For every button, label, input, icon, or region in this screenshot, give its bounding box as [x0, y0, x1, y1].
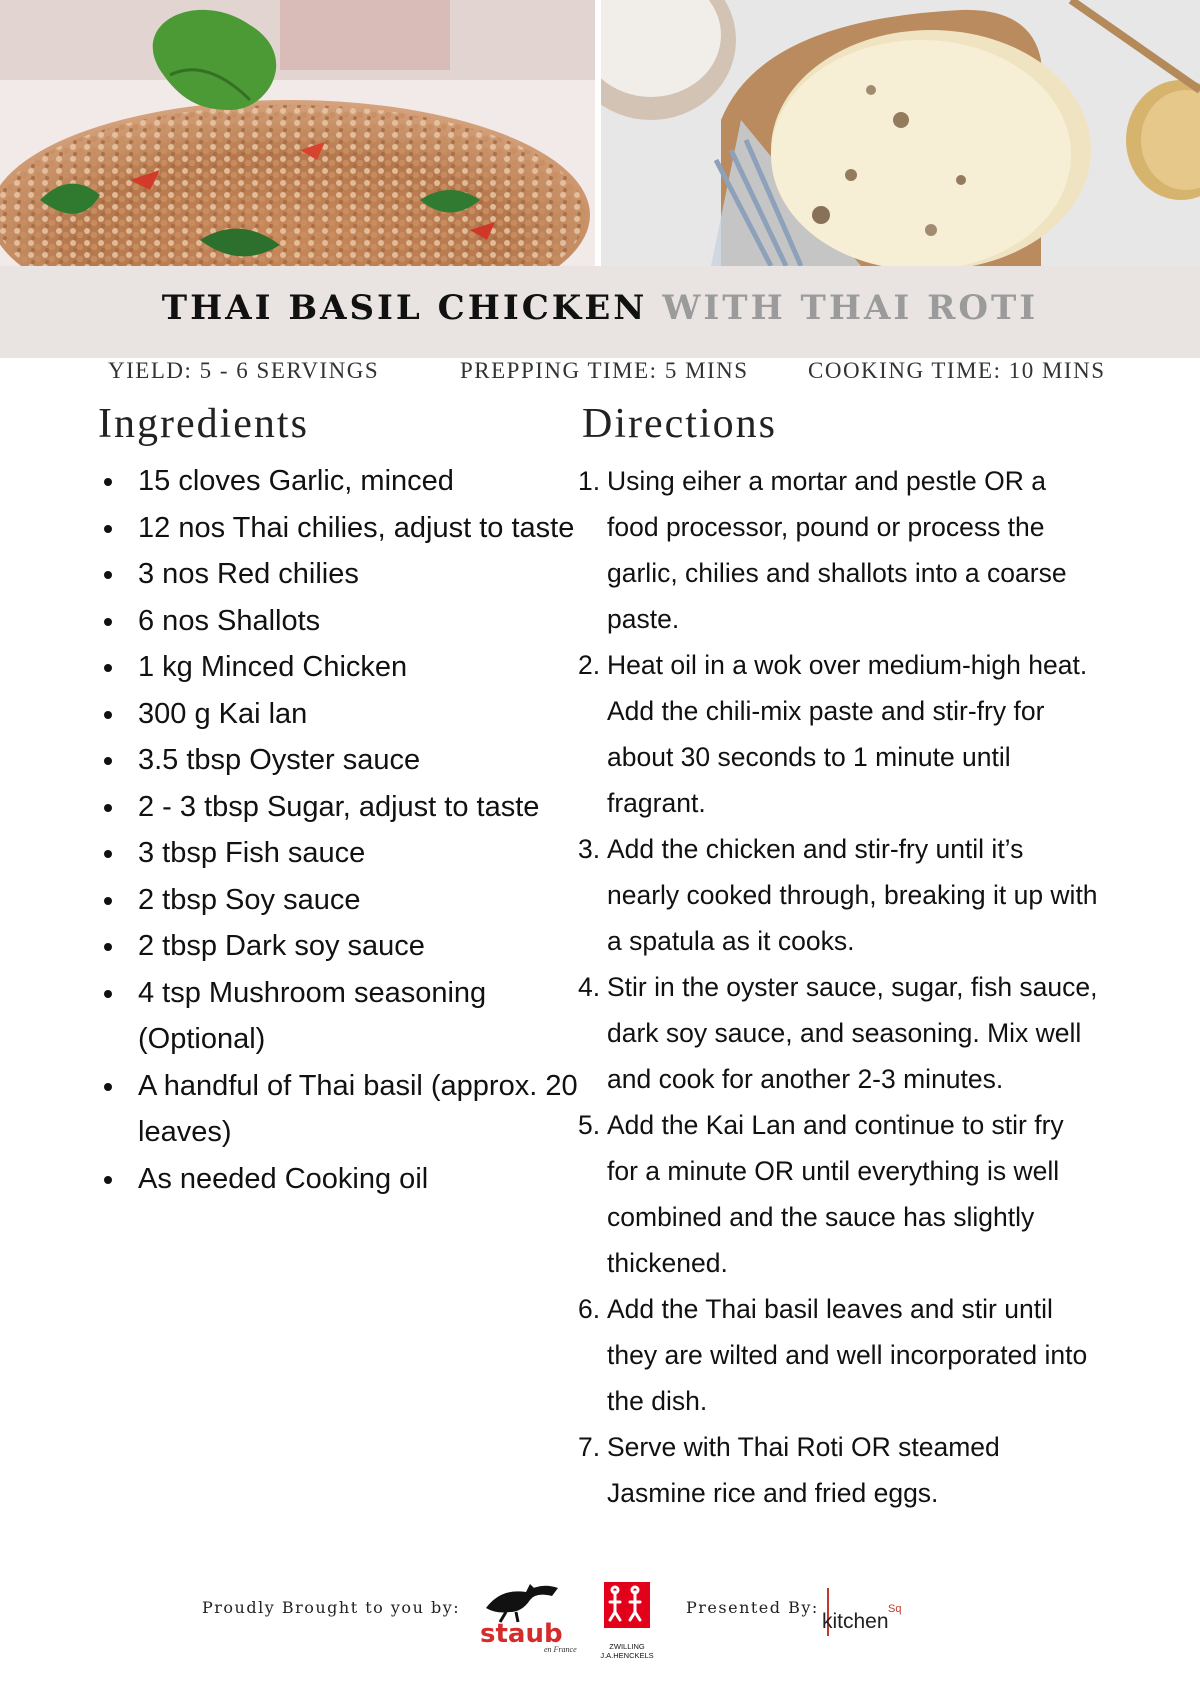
list-item: 2 - 3 tbsp Sugar, adjust to taste	[138, 784, 598, 831]
kitchen-logo-sup: Sq	[888, 1603, 902, 1615]
step-number: 5.	[578, 1110, 601, 1140]
step-number: 2.	[578, 650, 601, 680]
step-text: Add the Kai Lan and continue to stir fry for a minute OR until everything is well combined and the sauce has slightly thickened.	[607, 1110, 1064, 1278]
recipe-title	[0, 288, 1200, 328]
list-item: 3 tbsp Fish sauce	[138, 830, 598, 877]
list-item: 2 tbsp Soy sauce	[138, 877, 598, 924]
zwilling-logo	[600, 1582, 666, 1672]
step-number: 7.	[578, 1432, 601, 1462]
list-item: 12 nos Thai chilies, adjust to taste	[138, 505, 598, 552]
step-text: Heat oil in a wok over medium-high heat. Add the chili-mix paste and stir-fry for about 30 seconds to 1 minute until fragrant.	[607, 650, 1088, 818]
step-text: Serve with Thai Roti OR steamed Jasmine rice and fried eggs.	[607, 1432, 1000, 1508]
kitchen-logo-text: kitchen	[822, 1610, 889, 1633]
recipe-title-main: THAI BASIL CHICKEN	[161, 288, 648, 328]
kitchen-sq-logo	[818, 1584, 928, 1644]
list-item: 6 nos Shallots	[138, 598, 598, 645]
directions-heading: Directions	[582, 401, 777, 447]
hero-images	[0, 0, 1200, 266]
staub-logo	[466, 1578, 586, 1654]
step-number: 6.	[578, 1294, 601, 1324]
step-text: Add the Thai basil leaves and stir until they are wilted and well incorporated into the dish.	[607, 1294, 1088, 1416]
list-item	[578, 826, 1098, 964]
cook-time-label: COOKING TIME: 10 MINS	[808, 358, 1106, 383]
step-text: Add the chicken and stir-fry until it’s nearly cooked through, breaking it up with a spatula as it cooks.	[607, 834, 1098, 956]
list-item: As needed Cooking oil	[138, 1156, 598, 1203]
step-number: 1.	[578, 466, 601, 496]
list-item: 1 kg Minced Chicken	[138, 644, 598, 691]
step-text: Stir in the oyster sauce, sugar, fish sauce, dark soy sauce, and seasoning. Mix well and cook for another 2-3 minutes.	[607, 972, 1098, 1094]
list-item	[578, 1424, 1098, 1516]
list-item: 4 tsp Mushroom seasoning (Optional)	[138, 970, 598, 1063]
list-item	[578, 458, 1098, 642]
step-number: 3.	[578, 834, 601, 864]
step-number: 4.	[578, 972, 601, 1002]
recipe-title-sub: WITH THAI ROTI	[662, 288, 1039, 328]
list-item	[578, 1102, 1098, 1286]
step-text: Using eiher a mortar and pestle OR a food processor, pound or process the garlic, chilies and shallots into a coarse paste.	[607, 466, 1067, 634]
list-item: A handful of Thai basil (approx. 20 leaves)	[138, 1063, 598, 1156]
list-item: 3 nos Red chilies	[138, 551, 598, 598]
staub-logo-text: staub	[480, 1619, 563, 1649]
presented-by-label: Presented By:	[686, 1598, 819, 1617]
list-item: 300 g Kai lan	[138, 691, 598, 738]
brought-by-label: Proudly Brought to you by:	[202, 1598, 461, 1617]
zwilling-logo-text: ZWILLING J.A.HENCKELS	[600, 1642, 654, 1660]
staub-logo-sub: en France	[544, 1645, 577, 1654]
list-item: 2 tbsp Dark soy sauce	[138, 923, 598, 970]
thai-basil-chicken-photo	[0, 0, 595, 266]
list-item: 15 cloves Garlic, minced	[138, 458, 598, 505]
prep-time-label: PREPPING TIME: 5 MINS	[460, 358, 749, 383]
yield-label: YIELD: 5 - 6 SERVINGS	[108, 358, 380, 383]
directions-list	[578, 458, 1098, 1516]
thai-roti-photo	[601, 0, 1200, 266]
list-item: 3.5 tbsp Oyster sauce	[138, 737, 598, 784]
ingredients-list	[96, 458, 601, 1202]
list-item	[578, 1286, 1098, 1424]
ingredients-heading: Ingredients	[98, 401, 309, 447]
list-item	[578, 964, 1098, 1102]
list-item	[578, 642, 1098, 826]
